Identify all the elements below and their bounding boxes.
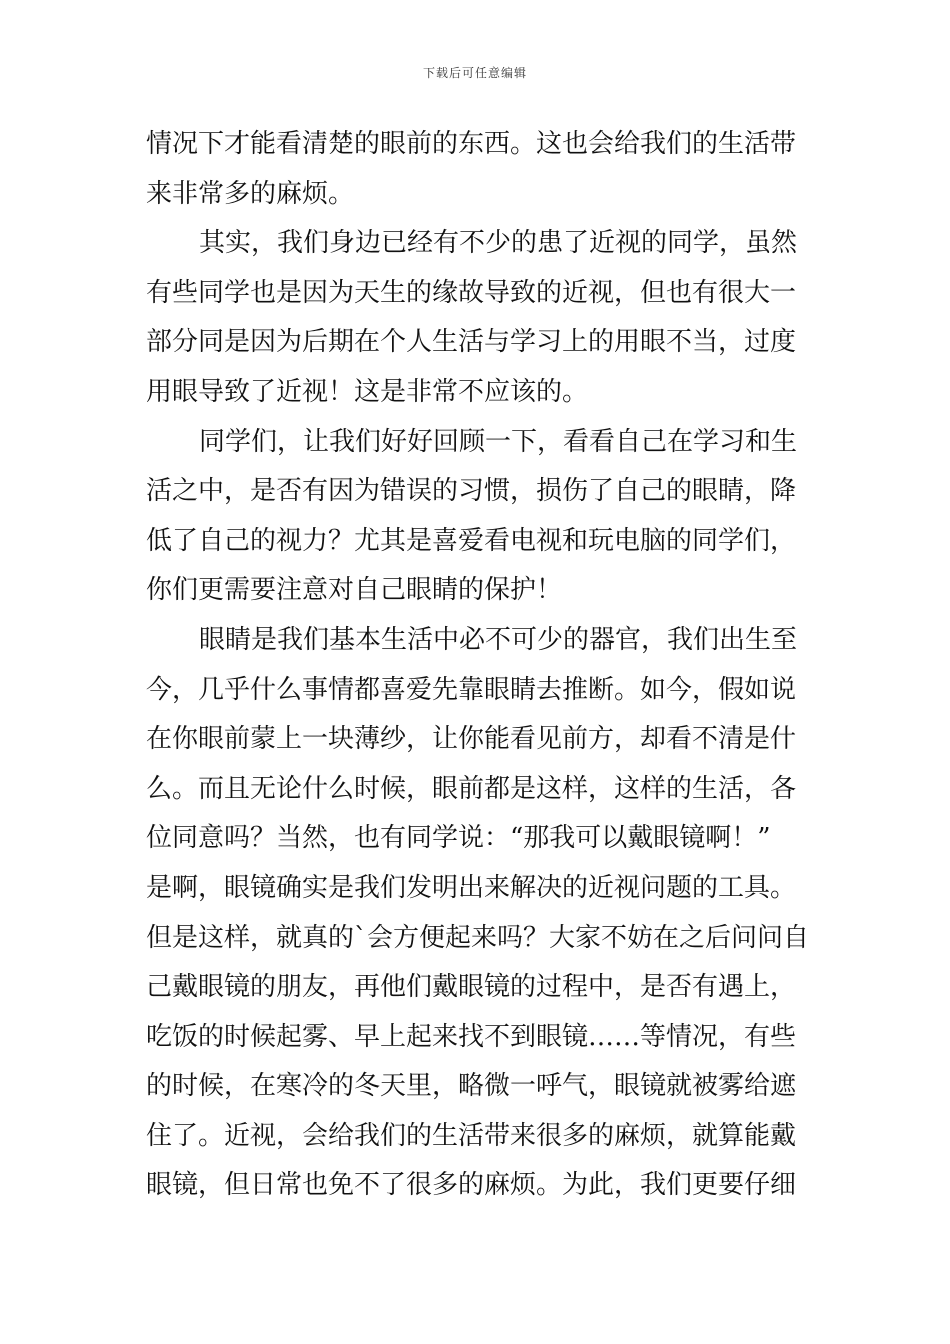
paragraph-first-line: 眼睛是我们基本生活中必不可少的器官，我们出生至 bbox=[199, 624, 798, 655]
text-line: 位同意吗？当然，也有同学说：“那我可以戴眼镜啊！” bbox=[146, 823, 771, 854]
text-line: 在你眼前蒙上一块薄纱，让你能看见前方，却看不清是什 bbox=[146, 724, 797, 755]
text-line: 来非常多的麻烦。 bbox=[146, 178, 355, 209]
body-text bbox=[146, 120, 810, 1211]
text-line: 情况下才能看清楚的眼前的东西。这也会给我们的生活带 bbox=[146, 129, 797, 159]
text-line: 是啊，眼镜确实是我们发明出来解决的近视问题的工具。 bbox=[146, 872, 797, 903]
page-header: 下载后可任意编辑 bbox=[422, 66, 527, 80]
text-line: 么。而且无论什么时候，眼前都是这样，这样的生活，各 bbox=[146, 773, 797, 804]
text-line: 你们更需要注意对自己眼睛的保护！ bbox=[146, 575, 563, 606]
text-line: 活之中，是否有因为错误的习惯，损伤了自己的眼睛，降 bbox=[146, 476, 797, 507]
text-line: 眼镜，但日常也免不了很多的麻烦。为此，我们更要仔细 bbox=[146, 1170, 797, 1201]
text-line: 部分同是因为后期在个人生活与学习上的用眼不当，过度 bbox=[146, 327, 797, 358]
text-line: 吃饭的时候起雾、早上起来找不到眼镜……等情况，有些 bbox=[146, 1021, 797, 1052]
text-line: 但是这样，就真的`会方便起来吗？大家不妨在之后问问自 bbox=[146, 922, 810, 953]
text-line: 的时候，在寒冷的冬天里，略微一呼气，眼镜就被雾给遮 bbox=[146, 1071, 797, 1102]
paragraph-first-line: 同学们，让我们好好回顾一下，看看自己在学习和生 bbox=[199, 426, 798, 457]
text-line: 己戴眼镜的朋友，再他们戴眼镜的过程中，是否有遇上， bbox=[146, 972, 797, 1003]
text-line: 低了自己的视力？尤其是喜爱看电视和玩电脑的同学们， bbox=[146, 525, 797, 556]
text-line: 住了。近视，会给我们的生活带来很多的麻烦，就算能戴 bbox=[146, 1120, 797, 1151]
text-line: 用眼导致了近视！这是非常不应该的。 bbox=[146, 376, 589, 407]
paragraph-first-line: 其实，我们身边已经有不少的患了近视的同学，虽然 bbox=[199, 228, 798, 259]
text-line: 今，几乎什么事情都喜爱先靠眼睛去推断。如今，假如说 bbox=[146, 674, 797, 705]
text-line: 有些同学也是因为天生的缘故导致的近视，但也有很大一 bbox=[146, 277, 797, 308]
